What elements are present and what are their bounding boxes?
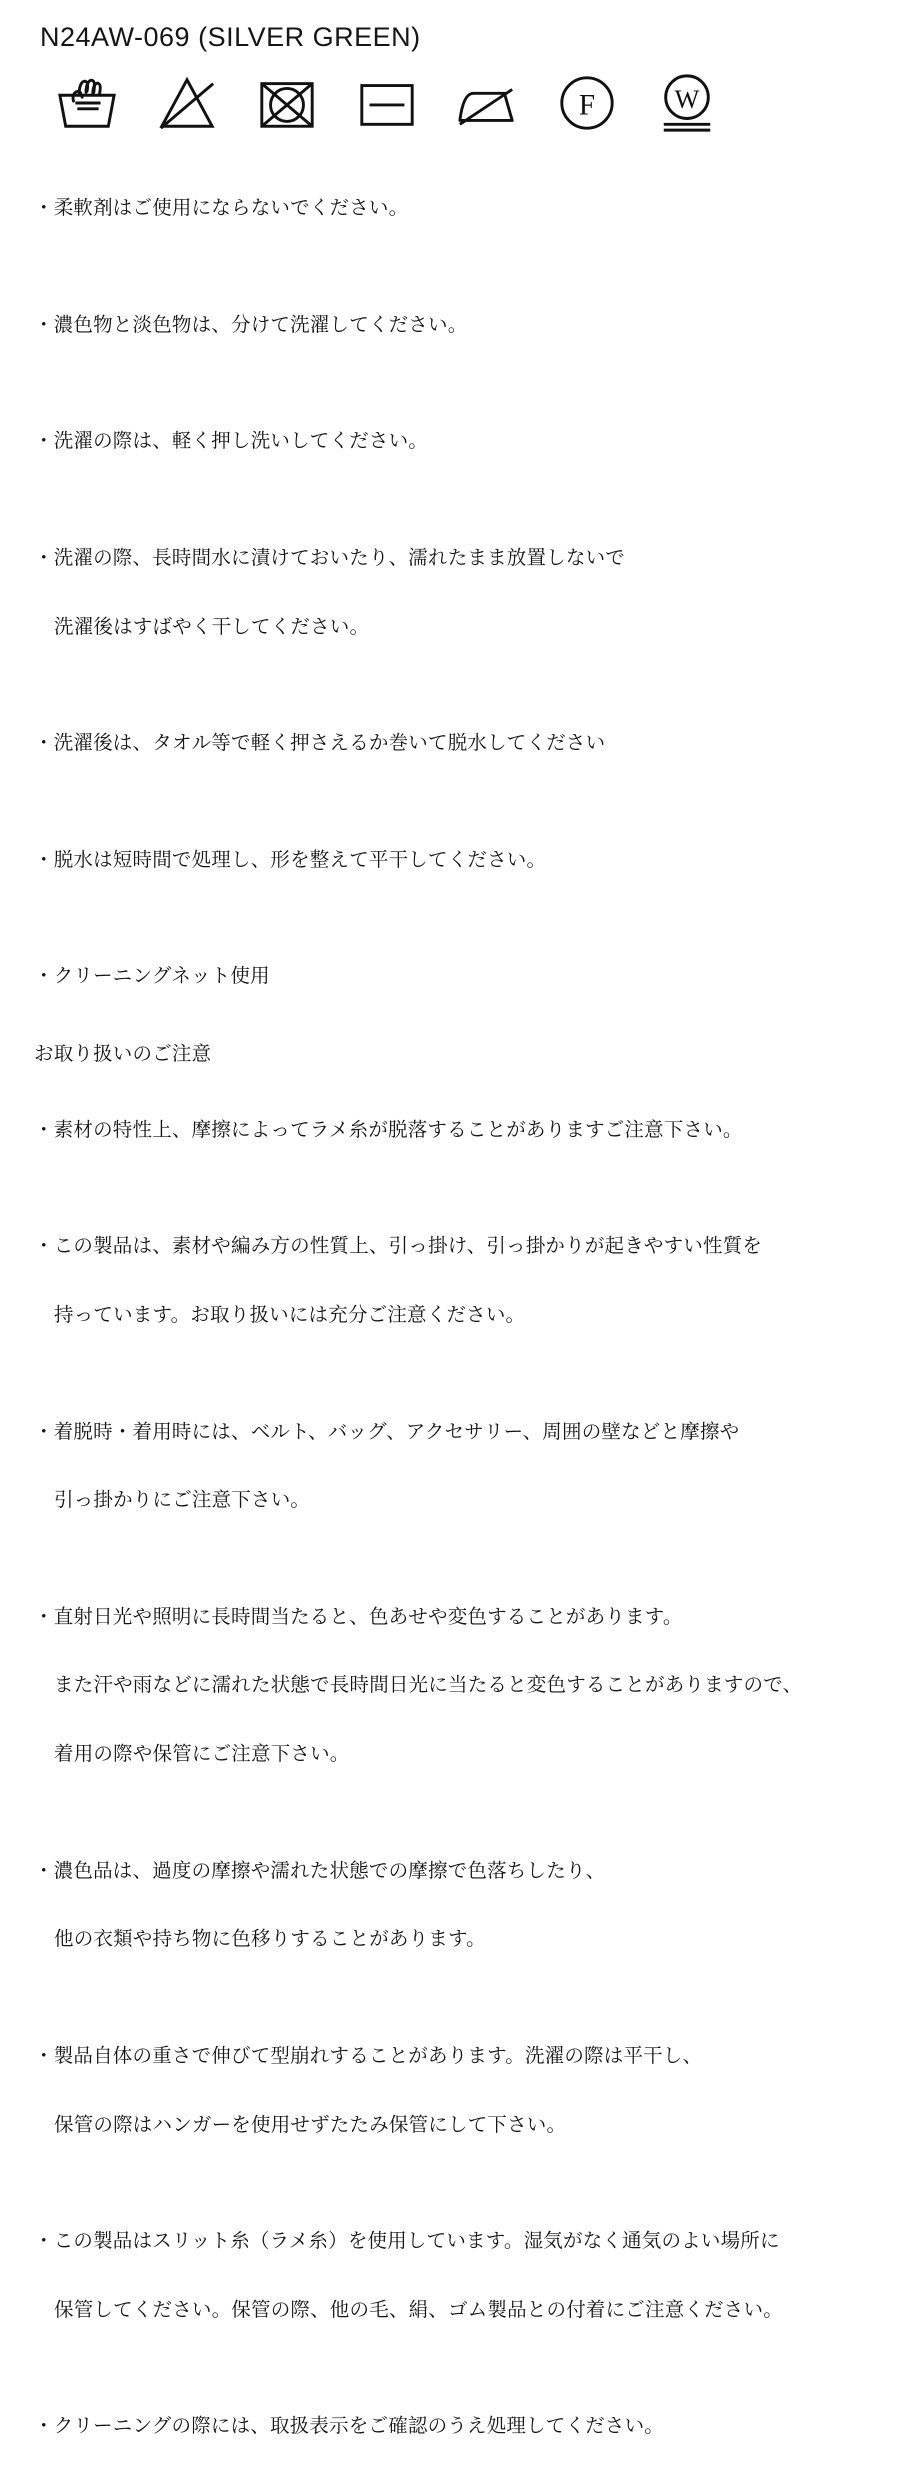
notice-line: また汗や雨などに濡れた状態で長時間日光に当たると変色することがありますので、 (54, 1674, 803, 1697)
no-iron-symbol (456, 72, 518, 134)
notice-line: ・直射日光や照明に長時間当たると、色あせや変色することがあります。 (34, 1605, 683, 1628)
list-item (34, 923, 896, 1031)
notice-line: 他の衣類や持ち物に色移りすることがあります。 (54, 1928, 486, 1951)
list-item (34, 807, 896, 915)
notice-line: ・クリーニングの際には、取扱表示をご確認のうえ処理してください。 (34, 2415, 665, 2438)
flat-dry-symbol (356, 72, 418, 134)
care-symbol-row (56, 67, 896, 139)
notice-list (34, 1077, 896, 2481)
notice-line: ・この製品は、素材や編み方の性質上、引っ掛け、引っ掛かりが起きやすい性質を (34, 1235, 763, 1258)
care-line: ・濃色物と淡色物は、分けて洗濯してください。 (34, 313, 468, 336)
notice-line: ・濃色品は、過度の摩擦や濡れた状態での摩擦で色落ちしたり、 (34, 1859, 606, 1882)
svg-text:W: W (674, 84, 700, 114)
notice-line: 引っ掛かりにご注意下さい。 (54, 1489, 311, 1512)
care-line: ・洗濯の際、長時間水に漬けておいたり、濡れたまま放置しないで (34, 546, 626, 569)
notice-line: ・製品自体の重さで伸びて型崩れすることがあります。洗濯の際は平干し、 (34, 2044, 703, 2067)
list-item (34, 388, 896, 496)
wet-clean-w-symbol (656, 72, 718, 134)
list-item (34, 2003, 896, 2179)
care-line: ・柔軟剤はご使用にならないでください。 (34, 197, 409, 219)
list-item (34, 1818, 896, 1994)
hand-wash-symbol (56, 72, 118, 134)
page-title: N24AW-069 (SILVER GREEN) (40, 22, 421, 52)
care-line: ・洗濯後は、タオル等で軽く押さえるか巻いて脱水してください (34, 732, 606, 755)
list-item (34, 1193, 896, 1369)
notice-line: ・着脱時・着用時には、ベルト、バッグ、アクセサリー、周囲の壁などと摩擦や (34, 1420, 740, 1443)
care-line: ・クリーニングネット使用 (34, 965, 270, 988)
no-bleach-symbol (156, 72, 218, 134)
list-item (34, 1379, 896, 1555)
notice-heading: お取り扱いのご注意 (34, 1043, 212, 1065)
notice-line: ・素材の特性上、摩擦によってラメ糸が脱落することがありますご注意下さい。 (34, 1118, 743, 1141)
notice-line: ・この製品はスリット糸（ラメ糸）を使用しています。湿気がなく通気のよい場所に (34, 2230, 780, 2253)
no-tumble-dry-symbol (256, 72, 318, 134)
list-item (34, 2188, 896, 2364)
care-line: ・洗濯の際は、軽く押し洗いしてください。 (34, 430, 429, 453)
list-item (34, 505, 896, 681)
dry-clean-f-symbol (556, 72, 618, 134)
list-item (34, 2373, 896, 2481)
notice-line: 保管の際はハンガーを使用せずたたみ保管にして下さい。 (54, 2113, 567, 2136)
notice-line: 保管してください。保管の際、他の毛、絹、ゴム製品との付着にご注意ください。 (54, 2298, 783, 2321)
care-instruction-list (34, 155, 896, 1031)
list-item (34, 1564, 896, 1809)
care-line: 洗濯後はすばやく干してください。 (54, 615, 370, 638)
care-line: ・脱水は短時間で処理し、形を整えて平干してください。 (34, 848, 547, 871)
notice-line: 着用の際や保管にご注意下さい。 (54, 1743, 350, 1765)
list-item (34, 690, 896, 798)
list-item (34, 1077, 896, 1185)
list-item (34, 272, 896, 380)
notice-line: 持っています。お取り扱いには充分ご注意ください。 (54, 1303, 526, 1326)
list-item (34, 155, 896, 263)
svg-text:F: F (578, 89, 596, 122)
